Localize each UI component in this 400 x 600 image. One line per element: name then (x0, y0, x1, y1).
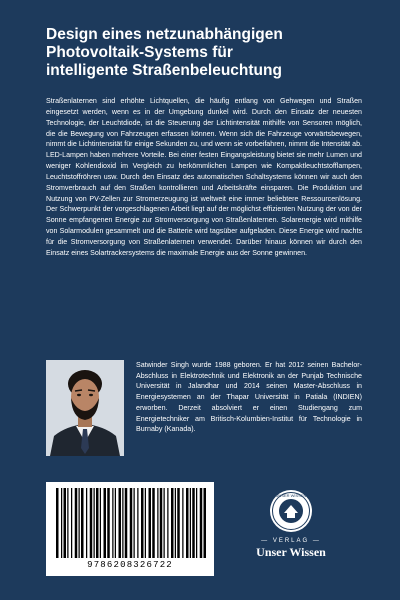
barcode-bar (192, 488, 195, 558)
barcode-bar (96, 488, 99, 558)
barcode-bar (130, 488, 133, 558)
title-line-3: intelligente Straßenbeleuchtung (46, 62, 282, 79)
barcode-bar (196, 488, 197, 558)
barcode-bar (75, 488, 78, 558)
barcode-bar (119, 488, 122, 558)
isbn-number: 9786208326722 (87, 560, 173, 570)
barcode-bar (149, 488, 152, 558)
author-bio: Satwinder Singh wurde 1988 geboren. Er hat 2012 seinen Bachelor-Abschluss in Elektrotechnik und Elektronik an der Punjab Technische Universität in Jalandhar und 2014 seinen Master-Abschluss in Energiesystemen an der Thapar Universität in Patiala (INDIEN) erworben. Derzeit absolviert er einen Studiengang zum Energietechniker am Britisch-Kolumbien-Institut für Technologie in Burnaby (Kanada). (136, 361, 362, 434)
verlag-label: — VERLAG — (261, 538, 321, 544)
barcode-bar (104, 488, 107, 558)
barcode-bar (190, 488, 191, 558)
barcode-bar (175, 488, 176, 558)
barcode-bar (71, 488, 72, 558)
barcode-bar (56, 488, 59, 558)
barcode-bar (171, 488, 174, 558)
barcode-bar (86, 488, 87, 558)
isbn-barcode (46, 482, 214, 576)
barcode-bar (125, 488, 128, 558)
barcode-bar (61, 488, 62, 558)
barcode-bar (90, 488, 93, 558)
barcode-bar (122, 488, 123, 558)
barcode-bar (81, 488, 84, 558)
barcode-bar (79, 488, 80, 558)
barcode-bar (164, 488, 165, 558)
barcode-bar (152, 488, 155, 558)
barcode-bar (115, 488, 116, 558)
barcode-bar (67, 488, 68, 558)
barcode-bar (177, 488, 180, 558)
title-line-2: Photovoltaik-Systems für (46, 44, 233, 61)
barcode-bar (204, 488, 207, 558)
barcode-bar (137, 488, 138, 558)
barcode-bar (134, 488, 135, 558)
publisher-logo (236, 488, 346, 572)
book-title (46, 26, 376, 80)
title-line-1: Design eines netzunabhängigen (46, 26, 283, 43)
barcode-bar (100, 488, 101, 558)
publisher-seal-icon (268, 488, 314, 534)
barcode-bar (157, 488, 158, 558)
barcode-bar (200, 488, 203, 558)
publisher-name: Unser Wissen (256, 545, 326, 559)
barcode-bar (141, 488, 144, 558)
barcode-bar (107, 488, 110, 558)
barcode-bar (182, 488, 183, 558)
author-photo (46, 360, 124, 456)
barcode-bar (94, 488, 95, 558)
book-summary: Straßenlaternen sind erhöhte Lichtquellen, die häufig entlang von Gehwegen und Straßen eingesetzt werden, wenn es in der Umgebung dunkel wird. Durch den Einsatz der neuesten Technologie, der Leuchtdiode, ist die Steuerung der Lichtintensität mithilfe von Sensoren möglich, die die Bewegung von Fahrzeugen erfassen können. Wenn sich die Fahrzeuge vorwärtsbewegen, nimmt die Lichtintensität für einige Sekunden zu, und wenn sie vorbeifahren, nimmt die Intensität ab. LED-Lampen haben mehrere Vorteile. Bei einer festen Eingangsleistung bietet sie mehr Lumen und weniger Kohlendioxid im Vergleich zu herkömmlichen Lampen wie Kompaktleuchtstofflampen, Leuchtstoffröhren usw. Durch den Einsatz des automatischen Schaltsystems können wir auch den Stromverbrauch auf den Straßen kontrollieren und Arbeitskräfte einsparen. Die Produktion und Nutzung von PV-Zellen zur Stromerzeugung ist weltweit eine immer beliebtere Ressourcenlösung. Der Schwerpunkt der vorgeschlagenen Arbeit liegt auf der möglichst effizienten Nutzung der von der Sonne empfangenen Energie zur Stromversorgung von Straßenlaternen. Solarenergie wird mithilfe von Solarmodulen gesammelt und die Batterie wird tagsüber aufgeladen. Diese Energie wird nachts für die Stromversorgung von Straßenlaternen verwendet. Darüber hinaus können wir durch den Einsatz eines Solartrackersystems die maximale Energie aus der Sonne gewinnen. (46, 97, 362, 257)
barcode-bar (160, 488, 163, 558)
barcode-bar (112, 488, 113, 558)
barcode-bar (145, 488, 146, 558)
barcode-bar (186, 488, 189, 558)
barcode-bar (167, 488, 168, 558)
seal-text: UNSER WISSEN (275, 493, 307, 498)
barcode-bar (64, 488, 67, 558)
